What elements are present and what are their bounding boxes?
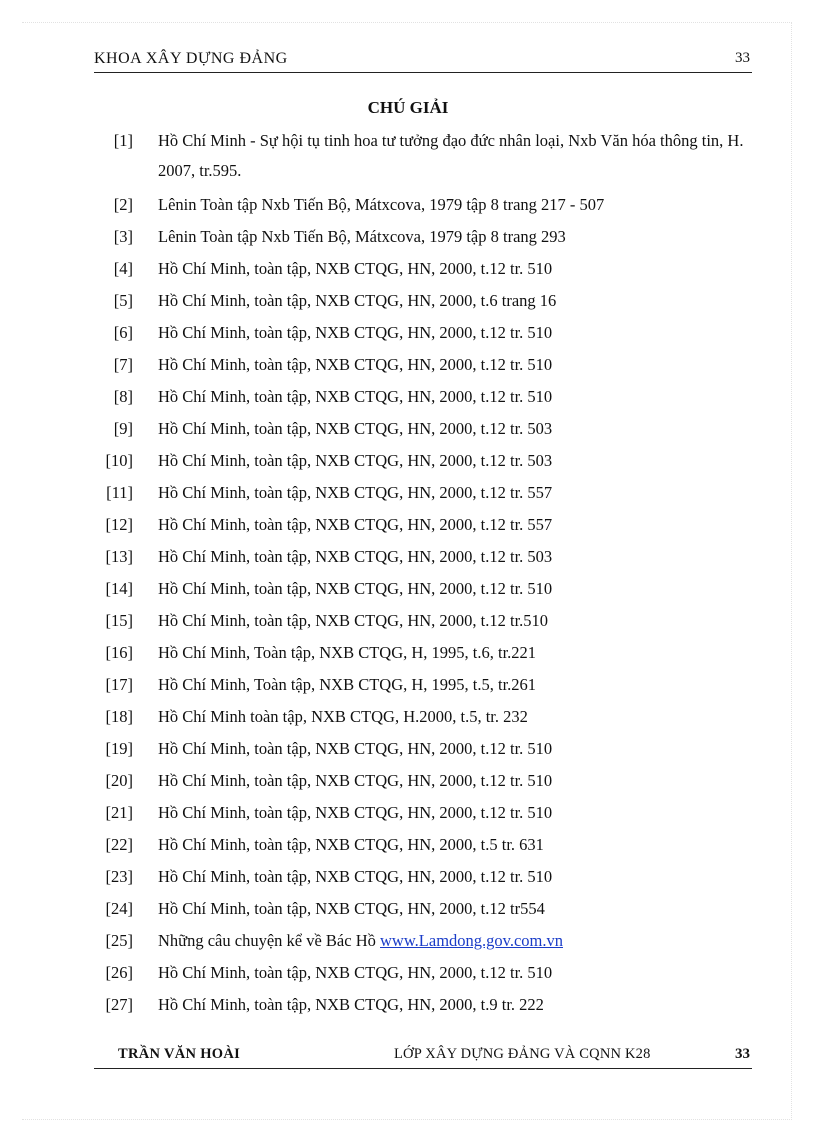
note-number: [15] <box>105 611 133 630</box>
note-number: [4] <box>113 259 133 278</box>
note-item <box>0 610 816 632</box>
note-item <box>0 482 816 504</box>
note-item <box>0 674 816 696</box>
note-text <box>158 738 552 760</box>
header-title: KHOA XÂY DỰNG ĐẢNG <box>94 50 288 67</box>
note-text-content: Hồ Chí Minh, toàn tập, NXB CTQG, HN, 2000, t.12 tr. 510 <box>158 259 553 278</box>
note-text-content: Hồ Chí Minh, toàn tập, NXB CTQG, HN, 2000, t.12 tr. 510 <box>158 387 553 406</box>
note-item <box>0 866 816 888</box>
note-text-content: Hồ Chí Minh, toàn tập, NXB CTQG, HN, 2000, t.12 tr. 510 <box>158 803 553 822</box>
note-text <box>158 994 544 1016</box>
note-item <box>0 226 816 248</box>
note-text-content: Hồ Chí Minh, toàn tập, NXB CTQG, HN, 2000, t.12 tr. 510 <box>158 323 553 342</box>
note-item <box>0 994 816 1016</box>
note-text <box>158 290 556 312</box>
note-item <box>0 738 816 760</box>
note-number: [3] <box>113 227 133 246</box>
note-number: [27] <box>105 995 133 1014</box>
note-text-content: Hồ Chí Minh, toàn tập, NXB CTQG, HN, 2000, t.9 tr. 222 <box>158 995 544 1014</box>
note-text <box>158 258 552 280</box>
note-number: [11] <box>106 483 133 502</box>
note-item <box>0 898 816 920</box>
note-number: [20] <box>105 771 133 790</box>
note-item <box>0 514 816 536</box>
note-text-content: Hồ Chí Minh, toàn tập, NXB CTQG, HN, 2000, t.12 tr554 <box>158 899 545 918</box>
note-text <box>158 386 552 408</box>
note-text <box>158 834 544 856</box>
note-text-content: Lênin Toàn tập Nxb Tiến Bộ, Mátxcova, 1979 tập 8 trang 293 <box>158 227 566 246</box>
note-text <box>158 194 604 216</box>
note-text-content: Những câu chuyện kể về Bác Hồ <box>158 931 380 950</box>
note-number: [24] <box>105 899 133 918</box>
note-number: [17] <box>105 675 133 694</box>
note-number: [7] <box>113 355 133 374</box>
footer-author: TRẦN VĂN HOÀI <box>118 1046 241 1062</box>
note-item <box>0 706 816 728</box>
note-number: [14] <box>105 579 133 598</box>
note-text <box>158 770 552 792</box>
note-text <box>158 802 552 824</box>
note-item <box>0 450 816 472</box>
note-item <box>0 386 816 408</box>
note-text <box>158 930 563 952</box>
note-item <box>0 642 816 664</box>
note-text <box>158 482 552 504</box>
note-text <box>158 418 552 440</box>
note-text-content: Hồ Chí Minh, toàn tập, NXB CTQG, HN, 2000, t.6 trang 16 <box>158 291 557 310</box>
note-number: [13] <box>105 547 133 566</box>
note-text-content: Hồ Chí Minh, Toàn tập, NXB CTQG, H, 1995, t.5, tr.261 <box>158 675 537 694</box>
note-number: [6] <box>113 323 133 342</box>
note-item <box>0 834 816 856</box>
note-item <box>0 578 816 600</box>
footer-page-number: 33 <box>735 1046 750 1062</box>
note-text <box>158 450 552 472</box>
note-number: [23] <box>105 867 133 886</box>
note-text-content: Hồ Chí Minh, toàn tập, NXB CTQG, HN, 2000, t.12 tr. 557 <box>158 515 553 534</box>
note-text-content: Hồ Chí Minh, toàn tập, NXB CTQG, HN, 2000, t.12 tr. 503 <box>158 547 553 566</box>
note-item <box>0 322 816 344</box>
note-text <box>158 674 536 696</box>
note-item <box>0 546 816 568</box>
note-item <box>0 930 816 952</box>
page-footer <box>94 1044 752 1069</box>
note-text <box>158 126 768 186</box>
note-number: [5] <box>113 291 133 310</box>
note-text <box>158 514 552 536</box>
note-text-content: Hồ Chí Minh, toàn tập, NXB CTQG, HN, 2000, t.12 tr. 510 <box>158 771 553 790</box>
note-text-content: Hồ Chí Minh, toàn tập, NXB CTQG, HN, 2000, t.12 tr. 503 <box>158 451 553 470</box>
note-number: [25] <box>105 931 133 950</box>
note-text-content: Hồ Chí Minh, toàn tập, NXB CTQG, HN, 2000, t.12 tr. 503 <box>158 419 553 438</box>
note-text <box>158 322 552 344</box>
note-item <box>0 290 816 312</box>
note-text <box>158 866 552 888</box>
note-text-content: Hồ Chí Minh, toàn tập, NXB CTQG, HN, 2000, t.12 tr. 510 <box>158 963 553 982</box>
note-text <box>158 962 552 984</box>
note-number: [19] <box>105 739 133 758</box>
note-number: [21] <box>105 803 133 822</box>
note-item <box>0 354 816 376</box>
note-text-content: Hồ Chí Minh, toàn tập, NXB CTQG, HN, 2000, t.12 tr.510 <box>158 611 549 630</box>
note-text-content: Hồ Chí Minh, toàn tập, NXB CTQG, HN, 2000, t.12 tr. 510 <box>158 355 553 374</box>
note-number: [2] <box>113 195 133 214</box>
note-text <box>158 546 552 568</box>
note-text-content: Hồ Chí Minh, toàn tập, NXB CTQG, HN, 2000, t.5 tr. 631 <box>158 835 544 854</box>
note-item <box>0 194 816 216</box>
note-text-content: Lênin Toàn tập Nxb Tiến Bộ, Mátxcova, 1979 tập 8 trang 217 - 507 <box>158 195 605 214</box>
note-text <box>158 898 545 920</box>
note-number: [16] <box>105 643 133 662</box>
note-number: [18] <box>105 707 133 726</box>
page-frame <box>22 22 792 1120</box>
bottom-dotted-line <box>22 1119 792 1120</box>
note-text-content: Hồ Chí Minh, toàn tập, NXB CTQG, HN, 2000, t.12 tr. 510 <box>158 579 553 598</box>
note-text <box>158 578 552 600</box>
note-number: [8] <box>113 387 133 406</box>
note-text <box>158 706 528 728</box>
note-number: [26] <box>105 963 133 982</box>
note-text-content: Hồ Chí Minh, toàn tập, NXB CTQG, HN, 2000, t.12 tr. 510 <box>158 867 553 886</box>
note-number: [1] <box>113 131 133 150</box>
note-text <box>158 610 548 632</box>
note-text <box>158 642 536 664</box>
note-link[interactable]: www.Lamdong.gov.com.vn <box>380 931 563 950</box>
section-title: CHÚ GIẢI <box>367 98 449 117</box>
note-number: [9] <box>113 419 133 438</box>
note-item <box>0 802 816 824</box>
note-text-content: Hồ Chí Minh, toàn tập, NXB CTQG, HN, 2000, t.12 tr. 557 <box>158 483 553 502</box>
note-number: [22] <box>105 835 133 854</box>
note-number: [12] <box>105 515 133 534</box>
note-text <box>158 354 552 376</box>
note-item <box>0 130 816 180</box>
note-text-content: Hồ Chí Minh, Toàn tập, NXB CTQG, H, 1995, t.6, tr.221 <box>158 643 537 662</box>
note-text-content: Hồ Chí Minh - Sự hội tụ tinh hoa tư tưởng đạo đức nhân loại, Nxb Văn hóa thông tin, H. 2007, tr.595. <box>158 131 744 180</box>
footer-class-name: LỚP XÂY DỰNG ĐẢNG VÀ CQNN K28 <box>394 1046 651 1062</box>
note-number: [10] <box>105 451 133 470</box>
note-item <box>0 770 816 792</box>
note-text <box>158 226 566 248</box>
note-item <box>0 418 816 440</box>
page-header <box>94 48 752 73</box>
header-page-number: 33 <box>735 50 750 66</box>
note-text-content: Hồ Chí Minh toàn tập, NXB CTQG, H.2000, t.5, tr. 232 <box>158 707 528 726</box>
note-item <box>0 962 816 984</box>
note-text-content: Hồ Chí Minh, toàn tập, NXB CTQG, HN, 2000, t.12 tr. 510 <box>158 739 553 758</box>
note-item <box>0 258 816 280</box>
